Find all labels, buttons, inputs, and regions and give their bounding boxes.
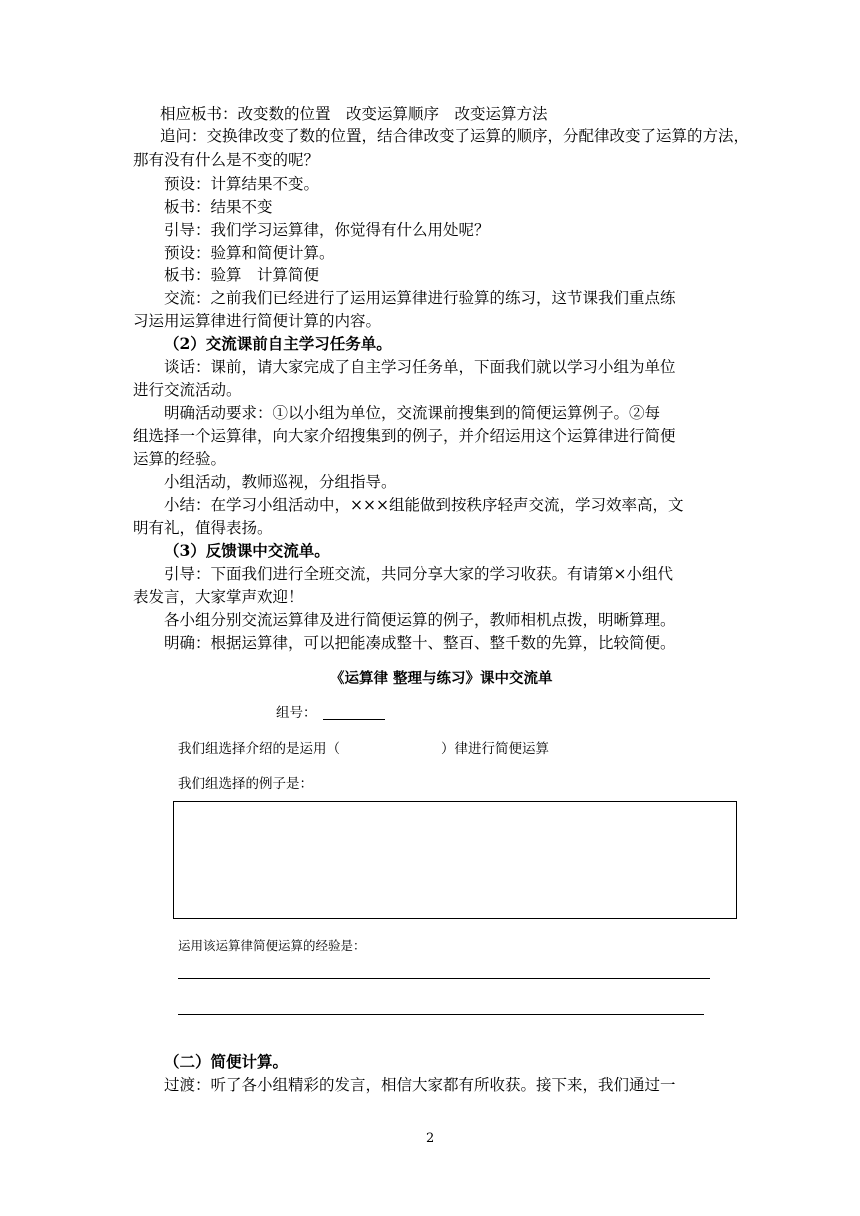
- text-line: 相应板书：改变数的位置 改变运算顺序 改变运算方法: [160, 105, 548, 123]
- text-line: 预设：计算结果不变。: [164, 175, 320, 193]
- subheading: （2）交流课前自主学习任务单。: [164, 334, 392, 353]
- text-line: 习运用运算律进行简便计算的内容。: [133, 312, 382, 330]
- text-line: 明确活动要求：①以小组为单位，交流课前搜集到的简便运算例子。②每: [164, 404, 661, 422]
- text-line: 小结：在学习小组活动中，×××组能做到按秩序轻声交流，学习效率高，文: [164, 496, 684, 514]
- text-line: 各小组分别交流运算律及进行简便运算的例子，教师相机点拨，明晰算理。: [164, 611, 676, 629]
- text-line: 明确：根据运算律，可以把能凑成整十、整百、整千数的先算，比较简便。: [164, 634, 676, 652]
- law-prefix: 我们组选择介绍的是运用（: [178, 741, 340, 757]
- worksheet-title: 《运算律 整理与练习》课中交流单: [330, 670, 553, 687]
- text-line: 预设：验算和简便计算。: [164, 244, 335, 262]
- text-line: 过渡：听了各小组精彩的发言，相信大家都有所收获。接下来，我们通过一: [164, 1076, 676, 1094]
- section-heading: （二）简便计算。: [164, 1052, 289, 1071]
- text-line: 小组活动，教师巡视，分组指导。: [164, 473, 397, 491]
- text-line: 表发言，大家掌声欢迎！: [133, 588, 304, 606]
- law-suffix: ）律进行简便运算: [441, 741, 549, 757]
- text-line: 那有没有什么是不变的呢？: [133, 151, 320, 169]
- group-number-blank[interactable]: [323, 719, 385, 720]
- page-number: 2: [426, 1131, 435, 1146]
- experience-label: 运用该运算律简便运算的经验是：: [178, 938, 366, 953]
- experience-answer-line[interactable]: [178, 1014, 704, 1015]
- subheading: （3）反馈课中交流单。: [164, 541, 330, 560]
- example-label: 我们组选择的例子是：: [178, 776, 313, 792]
- text-line: 引导：我们学习运算律，你觉得有什么用处呢？: [164, 221, 490, 239]
- text-line: 运算的经验。: [133, 450, 227, 468]
- text-line: 进行交流活动。: [133, 381, 242, 399]
- text-line: 追问：交换律改变了数的位置，结合律改变了运算的顺序，分配律改变了运算的方法，: [160, 127, 750, 145]
- text-line: 谈话：课前，请大家完成了自主学习任务单，下面我们就以学习小组为单位: [164, 358, 676, 376]
- text-line: 板书：结果不变: [164, 198, 273, 216]
- text-line: 引导：下面我们进行全班交流，共同分享大家的学习收获。有请第×小组代: [164, 565, 673, 583]
- text-line: 交流：之前我们已经进行了运用运算律进行验算的练习，这节课我们重点练: [164, 289, 676, 307]
- text-line: 明有礼，值得表扬。: [133, 519, 273, 537]
- text-line: 组选择一个运算律，向大家介绍搜集到的例子，并介绍运用这个运算律进行简便: [133, 427, 676, 445]
- text-line: 板书：验算 计算简便: [164, 266, 320, 284]
- example-answer-box[interactable]: [173, 801, 737, 919]
- group-label: 组号：: [276, 705, 317, 721]
- experience-answer-line[interactable]: [178, 978, 710, 979]
